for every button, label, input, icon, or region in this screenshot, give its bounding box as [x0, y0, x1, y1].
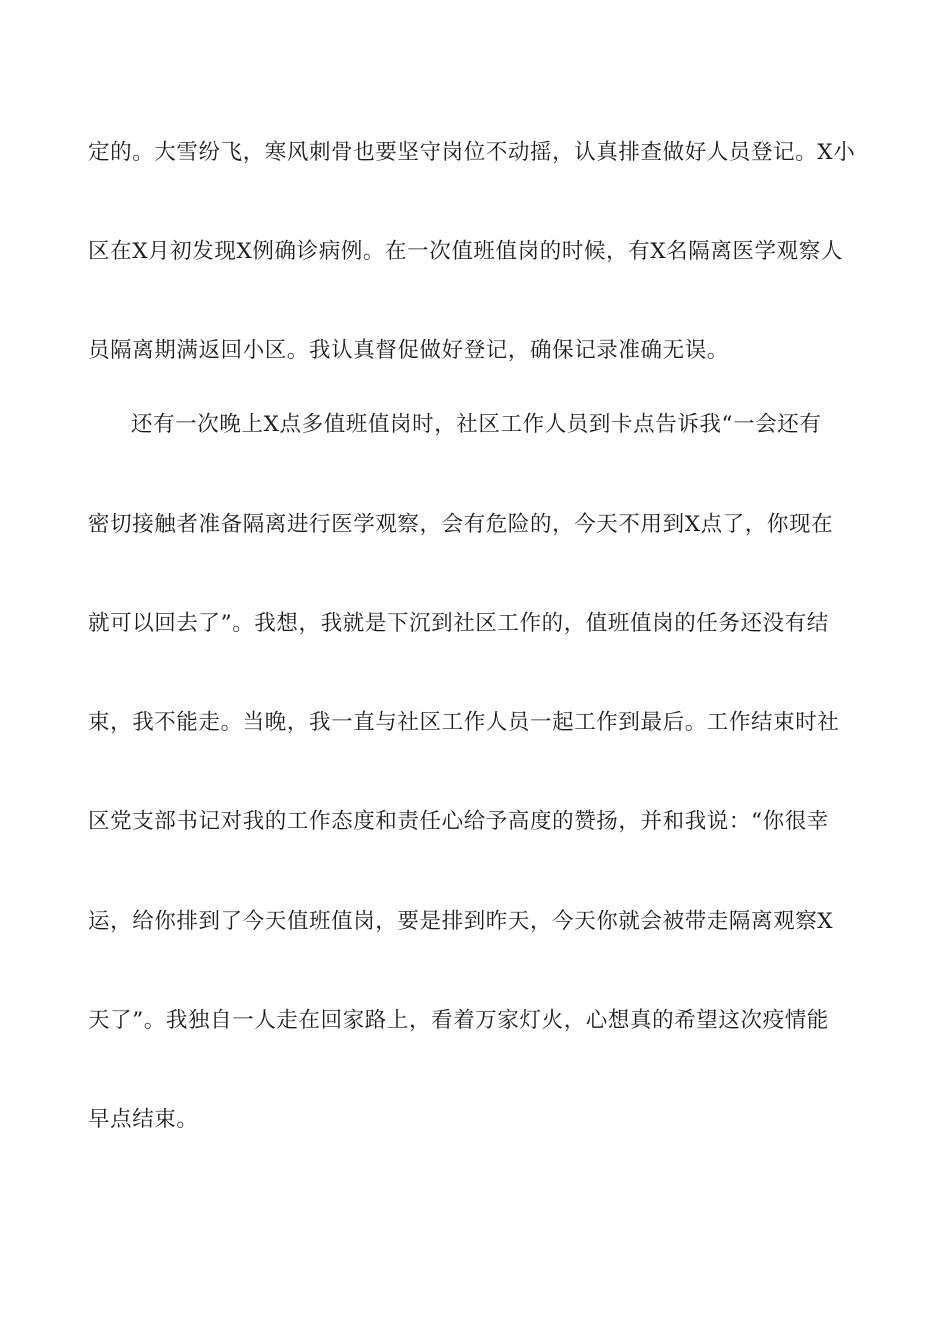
- text-line: 早点结束。: [88, 1107, 199, 1132]
- text-line: 就可以回去了”。我想，我就是下沉到社区工作的，值班值岗的任务还没有结: [88, 611, 829, 636]
- text-line: 密切接触者准备隔离进行医学观察，会有危险的，今天不用到X点了，你现在: [88, 512, 834, 537]
- text-line: 天了”。我独自一人走在回家路上，看着万家灯火，心想真的希望这次疫情能: [88, 1008, 829, 1033]
- text-line: 区在X月初发现X例确诊病例。在一次值班值岗的时候，有X名隔离医学观察人: [88, 239, 843, 264]
- text-line: 束，我不能走。当晚，我一直与社区工作人员一起工作到最后。工作结束时社: [88, 710, 840, 735]
- text-line: 运，给你排到了今天值班值岗，要是排到昨天，今天你就会被带走隔离观察X: [88, 909, 834, 934]
- text-line: 员隔离期满返回小区。我认真督促做好登记，确保记录准确无误。: [88, 338, 729, 363]
- paragraph-first-line: 还有一次晚上X点多值班值岗时，社区工作人员到卡点告诉我“一会还有: [131, 412, 822, 437]
- text-line: 定的。大雪纷飞，寒风刺骨也要坚守岗位不动摇，认真排查做好人员登记。X小: [88, 140, 856, 165]
- text-line: 区党支部书记对我的工作态度和责任心给予高度的赞扬，并和我说：“你很幸: [88, 809, 829, 834]
